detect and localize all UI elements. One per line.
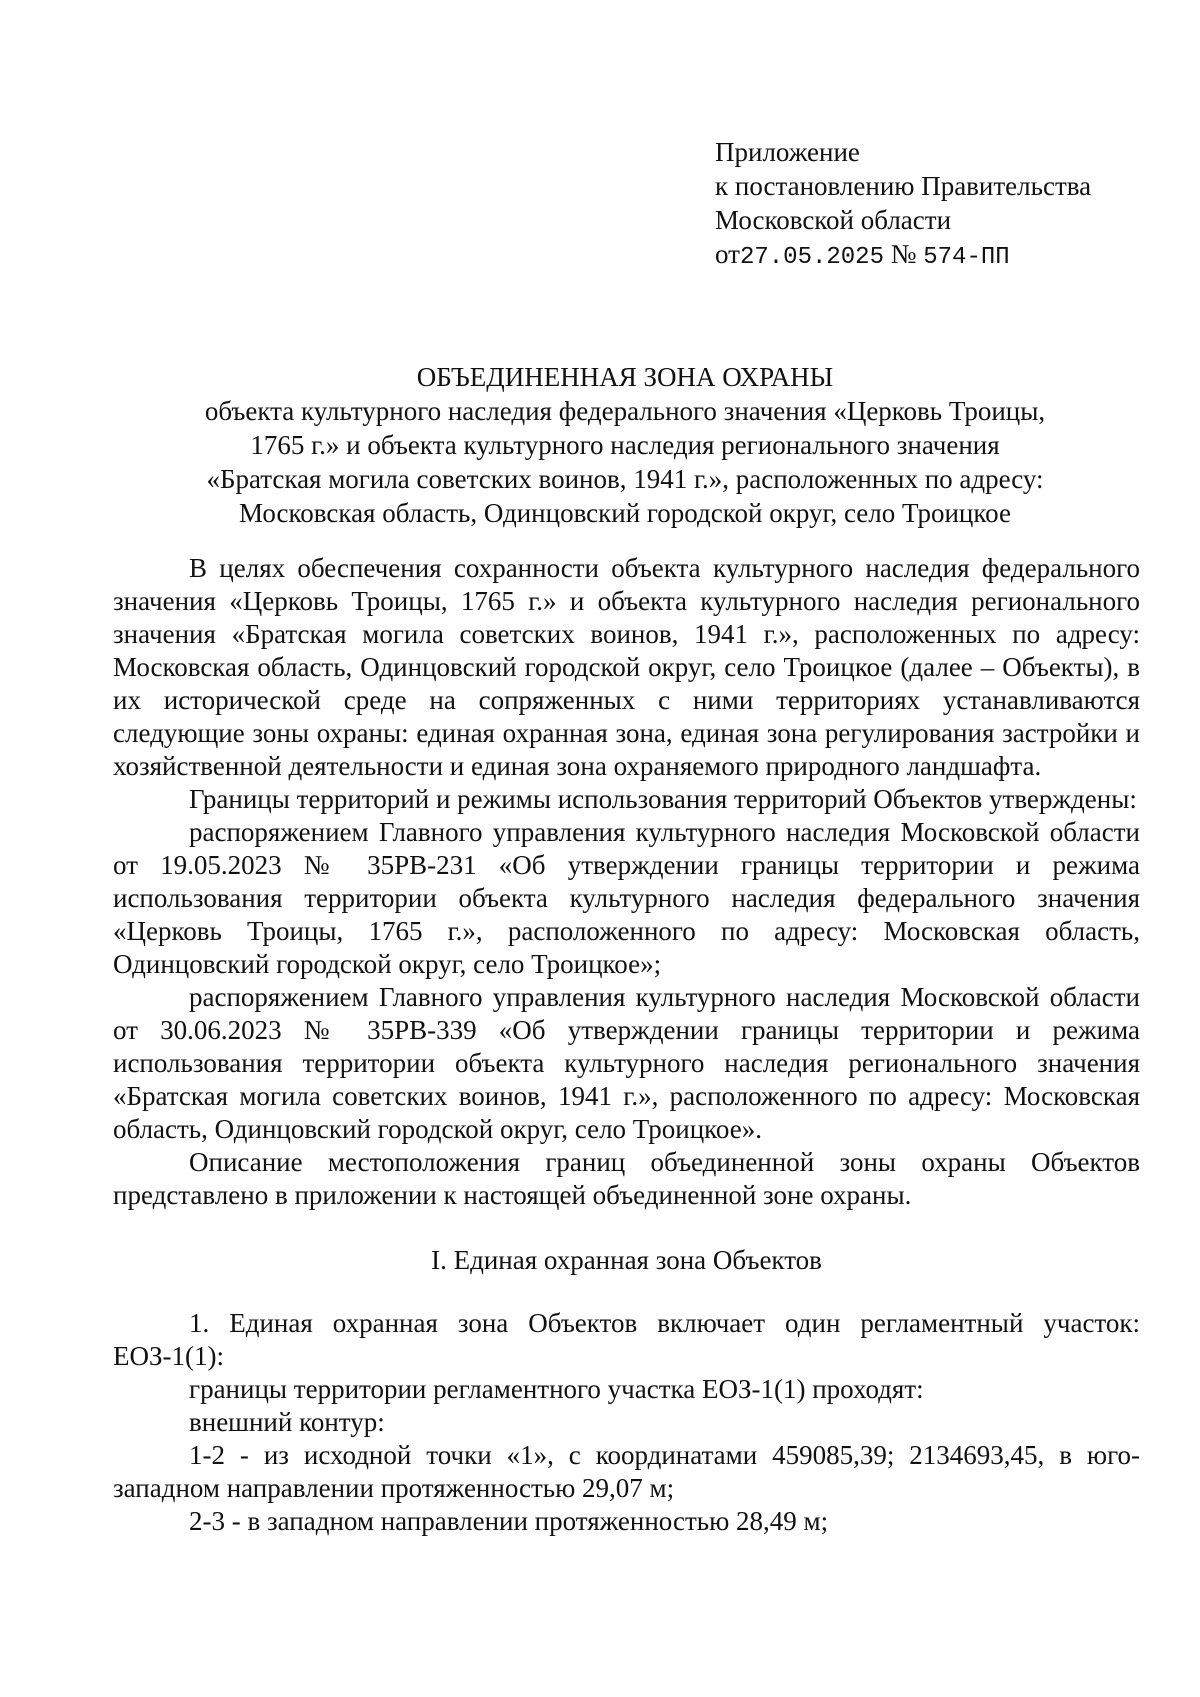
appendix-date-line [715,237,1091,275]
section-paragraph-2: границы территории регламентного участка ЕОЗ-1(1) проходят: [189,1374,924,1404]
appendix-label: Приложение [715,137,860,167]
title-line-2: 1765 г.» и объекта культурного наследия регионального значения [250,430,1000,460]
paragraph-purpose: В целях обеспечения сохранности объекта культурного наследия федерального значения «Церковь Троицы, 1765 г.» и объекта культурного наследия регионального значения «Братская могила советских воинов, 1941 г.», расположенных по адресу: Московская область, Одинцовский городской округ, село Троицкое (далее – Объекты), в их исторической среде на сопряженных с ними территориях устанавливаются следующие зоны охраны: единая охранная зона, единая зона регулирования застройки и хозяйственной деятельности и единая зона охраняемого природного ландшафта. [113,553,1140,781]
section-paragraph-1: 1. Единая охранная зона Объектов включает один регламентный участок: ЕОЗ-1(1): [113,1308,1140,1371]
section-paragraph-4: 1-2 - из исходной точки «1», с координатами 459085,39; 2134693,45, в юго-западном направлении протяженностью 29,07 м; [113,1440,1140,1503]
paragraph-order-1: распоряжением Главного управления культурного наследия Московской области от 19.05.2023 № 35РВ-231 «Об утверждении границы территории и режима использования территории объекта культурного наследия федерального значения «Церковь Троицы, 1765 г.», расположенного по адресу: Московская область, Одинцовский городской округ, село Троицкое»; [113,817,1140,979]
title-line-1: объекта культурного наследия федерального значения «Церковь Троицы, [204,396,1046,426]
title-line-4: Московская область, Одинцовский городской округ, село Троицкое [239,498,1011,528]
paragraph-order-2: распоряжением Главного управления культурного наследия Московской области от 30.06.2023 № 35РВ-339 «Об утверждении границы территории и режима использования территории объекта культурного наследия регионального значения «Братская могила советских воинов, 1941 г.», расположенного по адресу: Московская область, Одинцовский городской округ, село Троицкое». [113,982,1140,1144]
section-title: I. Единая охранная зона Объектов [431,1245,822,1275]
resolution-date: 27.05.2025 [739,244,884,271]
appendix-block [715,135,1091,275]
appendix-resolution: к постановлению Правительства [715,171,1092,201]
title-heading: ОБЪЕДИНЕННАЯ ЗОНА ОХРАНЫ [416,362,834,392]
number-sign: № [890,239,917,269]
paragraph-boundaries: Границы территорий и режимы использования территорий Объектов утверждены: [189,784,1137,814]
section-paragraph-3: внешний контур: [189,1407,385,1437]
appendix-region: Московской области [715,205,952,235]
resolution-number: 574-ПП [923,244,1010,271]
date-prefix: от [715,239,740,269]
document-title [110,360,1140,530]
paragraph-description: Описание местоположения границ объединенной зоны охраны Объектов представлено в приложении к настоящей объединенной зоне охраны. [113,1147,1140,1210]
document-body [113,552,1140,1538]
title-line-3: «Братская могила советских воинов, 1941 г.», расположенных по адресу: [206,464,1044,494]
section-paragraph-5: 2-3 - в западном направлении протяженностью 28,49 м; [189,1506,829,1536]
